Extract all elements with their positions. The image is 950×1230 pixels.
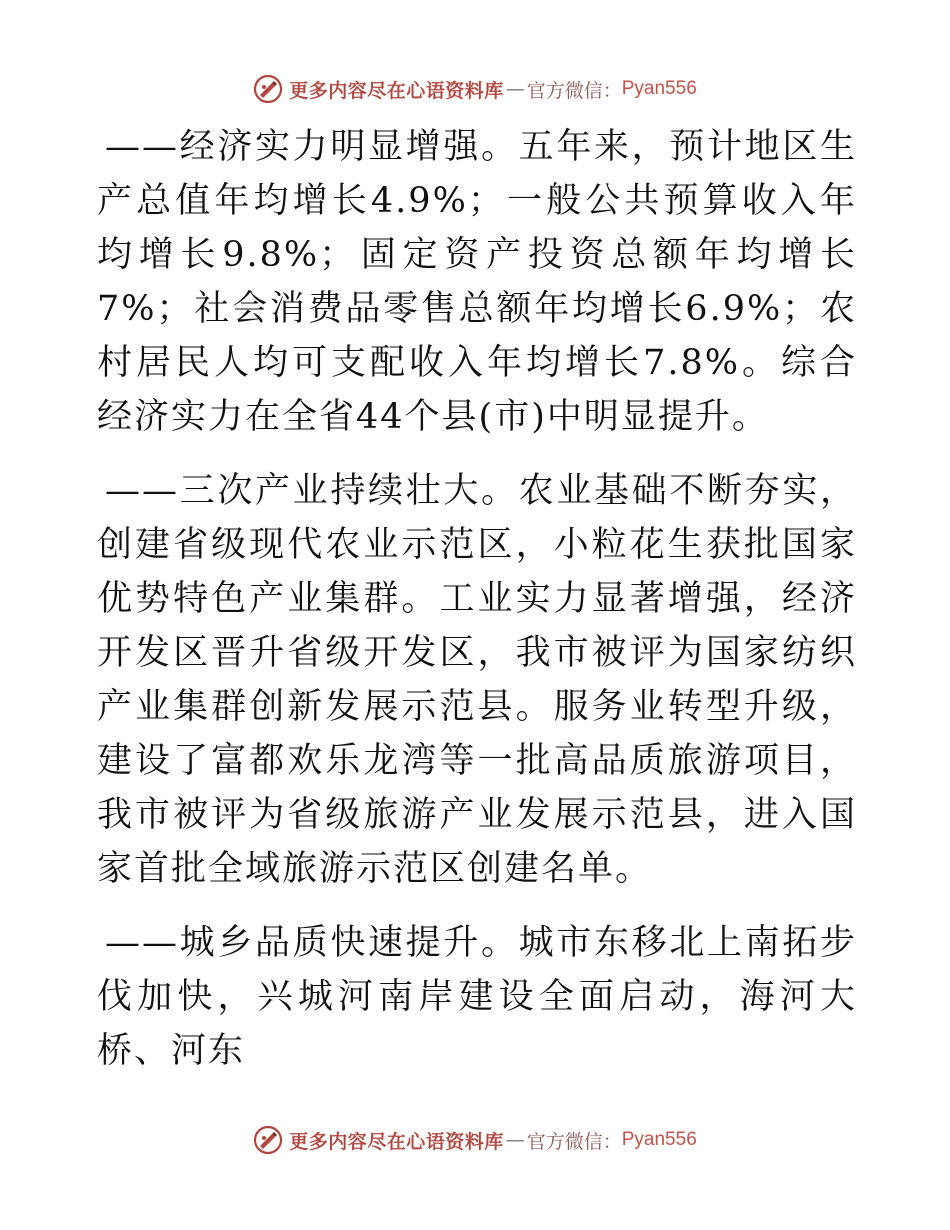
paragraph-urban-rural: ——城乡品质快速提升。城市东移北上南拓步伐加快，兴城河南岸建设全面启动，海河大桥、河东 [97, 923, 857, 1071]
header-banner-wechat-id: Pyan556 [621, 78, 697, 99]
document-body [97, 120, 857, 1105]
header-banner-label: 官方微信： [526, 79, 622, 102]
pen-logo-icon [253, 1125, 283, 1155]
paragraph-industry: ——三次产业持续壮大。农业基础不断夯实，创建省级现代农业示范区，小粒花生获批国家优势特色产业集群。工业实力显著增强，经济开发区晋升省级开发区，我市被评为国家纺织产业集群创新发展示范县。服务业转型升级，建设了富都欢乐龙湾等一批高品质旅游项目，我市被评为省级旅游产业发展示范县，进入国家首批全域旅游示范区创建名单。 [97, 471, 857, 889]
header-banner-separator: — [505, 78, 525, 100]
header-banner-main: 更多内容尽在心语资料库 [289, 79, 504, 102]
footer-banner-separator: — [505, 1129, 525, 1151]
footer-banner-main: 更多内容尽在心语资料库 [289, 1130, 504, 1153]
paragraph-economy: ——经济实力明显增强。五年来，预计地区生产总值年均增长4.9%；一般公共预算收入年均增长9.8%；固定资产投资总额年均增长7%；社会消费品零售总额年均增长6.9%；农村居民人均可支配收入年均增长7.8%。综合经济实力在全省44个县(市)中明显提升。 [97, 127, 857, 437]
footer-banner-text [289, 1127, 697, 1154]
header-watermark-banner [0, 72, 950, 106]
pen-logo-icon [253, 74, 283, 104]
footer-banner-wechat-id: Pyan556 [621, 1129, 697, 1150]
footer-watermark-banner [0, 1123, 950, 1157]
header-banner-text [289, 76, 697, 103]
footer-banner-label: 官方微信： [526, 1130, 622, 1153]
